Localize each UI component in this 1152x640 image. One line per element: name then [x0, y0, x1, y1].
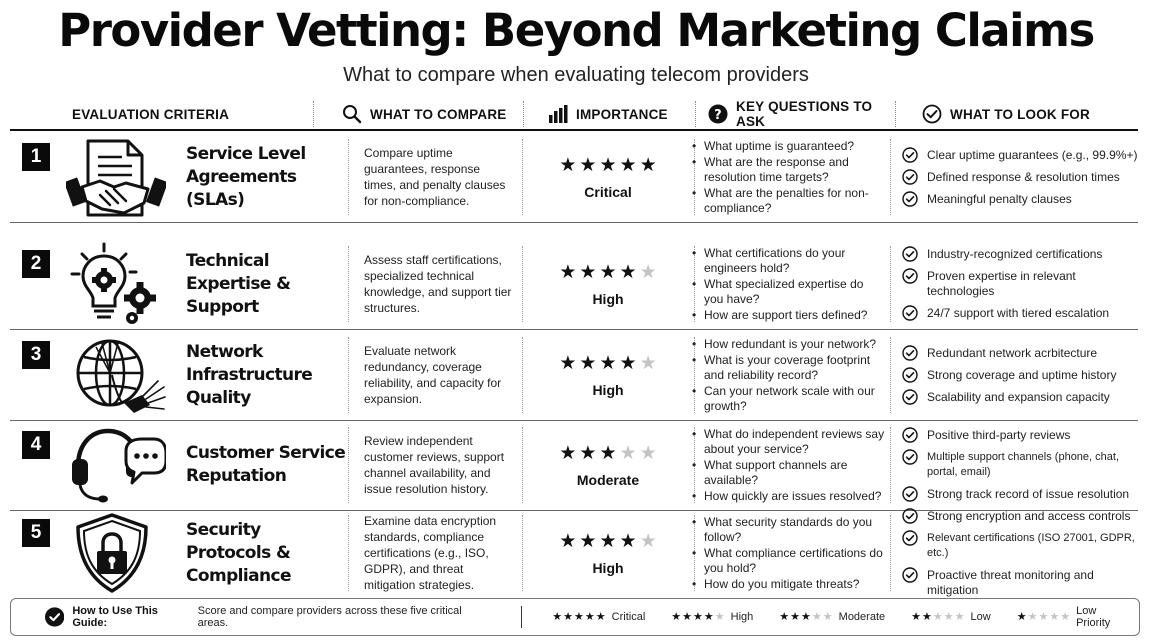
look-for-text: Redundant network acrbitecture	[927, 345, 1098, 360]
star-empty-icon: ★	[932, 610, 943, 623]
rating-legend	[552, 605, 1139, 629]
question-item: • What specialized expertise do you have?	[690, 277, 886, 307]
star-filled-icon: ★	[1016, 610, 1027, 623]
legend-item	[911, 611, 991, 623]
star-empty-icon: ★	[1027, 610, 1038, 623]
star-rating	[559, 530, 656, 552]
look-for-text: Strong track record of issue resolution	[927, 487, 1130, 501]
question-item: • How quickly are issues resolved?	[690, 489, 886, 504]
table-header	[10, 98, 1138, 130]
check-circle-icon	[902, 449, 918, 465]
star-empty-icon: ★	[639, 261, 657, 283]
guide-text: Score and compare providers across these five critical areas.	[197, 605, 462, 629]
criteria-row	[10, 419, 1138, 511]
look-for-item	[902, 368, 1138, 383]
look-for-item	[902, 428, 1138, 443]
importance-rating	[524, 329, 692, 421]
column-header-criteria-label: EVALUATION CRITERIA	[72, 106, 230, 122]
star-filled-icon: ★	[801, 610, 811, 623]
star-empty-icon: ★	[822, 610, 833, 623]
compare-text: Examine data encryption standards, compliance certifications (e.g., ISO, GDPR), and threat mitigation strategies.	[364, 514, 497, 592]
importance-label: Critical	[584, 184, 632, 200]
look-for-item	[902, 247, 1138, 262]
column-header-questions-label: KEY QUESTIONS TO ASK	[736, 99, 873, 129]
star-filled-icon: ★	[559, 530, 577, 552]
look-for-text: Multiple support channels (phone, chat, portal, email)	[927, 451, 1120, 478]
star-filled-icon: ★	[619, 261, 637, 283]
star-filled-icon: ★	[599, 154, 617, 176]
star-filled-icon: ★	[559, 154, 577, 176]
star-filled-icon: ★	[779, 610, 790, 623]
star-filled-icon: ★	[693, 610, 703, 623]
star-filled-icon: ★	[579, 154, 597, 176]
importance-label: High	[592, 382, 624, 398]
row-number-badge: 3	[22, 341, 50, 369]
row-number-badge: 2	[22, 250, 50, 278]
legend-stars	[779, 611, 832, 623]
look-for-item	[902, 148, 1138, 163]
question-item: • Can your network scale with our growth?	[690, 384, 886, 414]
check-circle-icon	[902, 567, 918, 583]
compare-text: Evaluate network redundancy, coverage reliability, and capacity for expansion.	[364, 344, 502, 406]
look-for-text: Defined response & resolution times	[927, 169, 1120, 184]
check-circle-icon	[902, 191, 918, 207]
star-empty-icon: ★	[714, 610, 725, 623]
look-for-item	[902, 346, 1138, 361]
column-header-look-for	[896, 98, 1138, 130]
legend-item	[552, 611, 645, 623]
criteria-title: Security Protocols & Compliance	[186, 519, 291, 586]
question-item: • How do you mitigate threats?	[690, 577, 886, 592]
question-item: • What do independent reviews say about your service?	[690, 427, 886, 457]
star-filled-icon: ★	[619, 352, 637, 374]
row-number-badge: 4	[22, 431, 50, 459]
star-rating	[559, 261, 656, 283]
star-rating	[559, 154, 656, 176]
question-item: • What is your coverage footprint and reliability record?	[690, 353, 886, 383]
question-circle-icon	[708, 104, 728, 124]
compare-text: Review independent customer reviews, support channel availability, and issue resolution history.	[364, 434, 505, 496]
star-filled-icon: ★	[599, 352, 617, 374]
star-rating	[559, 352, 656, 374]
bar-chart-icon	[548, 105, 568, 123]
star-filled-icon: ★	[574, 610, 584, 623]
look-for-list	[902, 507, 1138, 599]
look-for-item	[902, 390, 1138, 405]
look-for-item	[902, 192, 1138, 207]
key-questions-list	[690, 238, 886, 330]
check-circle-icon	[922, 104, 942, 124]
column-header-importance	[524, 98, 696, 130]
star-empty-icon: ★	[1060, 610, 1071, 623]
look-for-list	[902, 329, 1138, 421]
star-filled-icon: ★	[922, 610, 932, 623]
look-for-text: Meaningful penalty clauses	[927, 191, 1072, 206]
look-for-text: Proactive threat monitoring and mitigation	[927, 567, 1094, 597]
check-circle-icon	[902, 345, 918, 361]
look-for-text: Scalability and expansion capacity	[927, 389, 1110, 404]
importance-label: High	[592, 291, 624, 307]
legend-stars	[911, 611, 964, 623]
star-filled-icon: ★	[599, 442, 617, 464]
column-header-criteria	[10, 98, 314, 130]
question-item: • What are the response and resolution time targets?	[690, 155, 886, 185]
criteria-row	[10, 507, 1138, 599]
look-for-item	[902, 170, 1138, 185]
key-questions-list	[690, 507, 886, 599]
criteria-title: Technical Expertise & Support	[186, 250, 291, 317]
row-number-badge: 1	[22, 143, 50, 171]
star-filled-icon: ★	[671, 610, 682, 623]
star-empty-icon: ★	[619, 442, 637, 464]
legend-label: Low	[970, 611, 991, 623]
key-questions-list	[690, 419, 886, 511]
question-item: • What compliance certifications do you hold?	[690, 546, 886, 576]
star-filled-icon: ★	[559, 442, 577, 464]
star-empty-icon: ★	[943, 610, 954, 623]
look-for-text: Strong encryption and access controls	[927, 508, 1131, 523]
question-item: • What are the penalties for non-compliance?	[690, 186, 886, 216]
check-circle-icon	[902, 169, 918, 185]
star-filled-icon: ★	[703, 610, 714, 623]
star-filled-icon: ★	[552, 610, 563, 623]
headset-chat-icon	[66, 423, 166, 507]
star-filled-icon: ★	[579, 261, 597, 283]
look-for-text: 24/7 support with tiered escalation	[927, 306, 1110, 320]
legend-label: Low Priority	[1076, 605, 1111, 629]
check-circle-icon	[902, 367, 918, 383]
importance-label: High	[592, 560, 624, 576]
look-for-text: Strong coverage and uptime history	[927, 367, 1117, 382]
check-circle-icon	[902, 305, 918, 321]
star-filled-icon: ★	[619, 530, 637, 552]
check-circle-icon	[902, 486, 918, 502]
star-filled-icon: ★	[584, 610, 595, 623]
compare-text: Assess staff certifications, specialized technical knowledge, and support tier structures.	[364, 253, 512, 315]
star-filled-icon: ★	[579, 442, 597, 464]
check-circle-icon	[902, 427, 918, 443]
legend-stars	[671, 611, 724, 623]
importance-rating	[524, 419, 692, 511]
star-empty-icon: ★	[1049, 610, 1060, 623]
importance-rating	[524, 238, 692, 330]
criteria-row	[10, 329, 1138, 421]
look-for-item	[902, 487, 1138, 502]
look-for-text: Clear uptime guarantees (e.g., 99.9%+)	[927, 147, 1138, 162]
star-empty-icon: ★	[954, 610, 965, 623]
look-for-item	[902, 269, 1138, 299]
legend-stars	[1017, 611, 1070, 623]
criteria-title: Network Infrastructure Quality	[186, 341, 313, 408]
key-questions-list	[690, 131, 886, 223]
shield-lock-icon	[66, 511, 166, 595]
column-header-look-for-label: WHAT TO LOOK FOR	[950, 106, 1090, 122]
check-circle-icon	[902, 508, 918, 524]
page-title: Provider Vetting: Beyond Marketing Claims	[58, 4, 1094, 57]
look-for-item	[902, 306, 1138, 321]
legend-label: Critical	[611, 611, 646, 623]
column-header-compare	[314, 98, 524, 130]
look-for-text: Positive third-party reviews	[927, 428, 1071, 442]
star-filled-icon: ★	[563, 610, 574, 623]
star-empty-icon: ★	[639, 530, 657, 552]
check-circle-icon	[902, 530, 918, 546]
handshake-document-icon	[66, 135, 166, 219]
question-item: • What support channels are available?	[690, 458, 886, 488]
key-questions-list	[690, 329, 886, 421]
svg-text:?: ?	[714, 108, 722, 123]
star-filled-icon: ★	[599, 261, 617, 283]
importance-rating	[524, 131, 692, 223]
check-circle-icon	[902, 389, 918, 405]
star-filled-icon: ★	[639, 154, 657, 176]
check-circle-icon	[45, 607, 64, 627]
star-empty-icon: ★	[1038, 610, 1049, 623]
page-subtitle: What to compare when evaluating telecom providers	[343, 64, 809, 86]
star-filled-icon: ★	[559, 352, 577, 374]
legend-item	[779, 611, 885, 623]
star-filled-icon: ★	[599, 530, 617, 552]
importance-rating	[524, 507, 692, 599]
question-item: • How are support tiers defined?	[690, 308, 886, 323]
usage-guide-footer	[10, 598, 1140, 636]
criteria-row	[10, 131, 1138, 223]
criteria-row	[10, 238, 1138, 330]
star-filled-icon: ★	[619, 154, 637, 176]
star-empty-icon: ★	[639, 442, 657, 464]
look-for-list	[902, 131, 1138, 223]
star-empty-icon: ★	[639, 352, 657, 374]
look-for-item	[902, 509, 1138, 524]
star-filled-icon: ★	[579, 530, 597, 552]
lightbulb-gears-icon	[66, 242, 166, 326]
guide-label: How to Use This Guide:	[72, 605, 158, 629]
look-for-text: Proven expertise in relevant technologies	[927, 269, 1076, 298]
star-filled-icon: ★	[595, 610, 606, 623]
star-rating	[559, 442, 656, 464]
star-filled-icon: ★	[911, 610, 922, 623]
look-for-list	[902, 238, 1138, 330]
look-for-list	[902, 419, 1138, 511]
row-number-badge: 5	[22, 519, 50, 547]
look-for-text: Industry-recognized certifications	[927, 247, 1103, 261]
star-filled-icon: ★	[790, 610, 801, 623]
legend-label: High	[730, 611, 754, 623]
star-empty-icon: ★	[811, 610, 822, 623]
criteria-title: Service Level Agreements (SLAs)	[186, 143, 306, 210]
compare-text: Compare uptime guarantees, response times, and penalty clauses for non-compliance.	[364, 146, 506, 208]
star-filled-icon: ★	[559, 261, 577, 283]
question-item: • What security standards do you follow?	[690, 515, 886, 545]
magnifier-icon	[342, 104, 362, 124]
globe-fiber-icon	[66, 333, 166, 417]
star-filled-icon: ★	[682, 610, 693, 623]
look-for-item	[902, 450, 1138, 480]
check-circle-icon	[902, 268, 918, 284]
legend-stars	[552, 611, 605, 623]
check-circle-icon	[902, 246, 918, 262]
criteria-title: Customer Service Reputation	[186, 443, 346, 486]
legend-item	[671, 611, 753, 623]
look-for-text: Relevant certifications (ISO 27001, GDPR, etc.)	[927, 531, 1135, 559]
legend-label: Moderate	[838, 611, 886, 623]
column-header-importance-label: IMPORTANCE	[576, 106, 668, 122]
look-for-item	[902, 568, 1138, 598]
column-header-compare-label: WHAT TO COMPARE	[370, 106, 507, 122]
look-for-item	[902, 531, 1138, 561]
question-item: • How redundant is your network?	[690, 337, 886, 352]
column-header-questions	[696, 98, 896, 130]
legend-item	[1017, 605, 1113, 629]
question-item: • What certifications do your engineers hold?	[690, 246, 886, 276]
question-item: • What uptime is guaranteed?	[690, 139, 886, 154]
star-filled-icon: ★	[579, 352, 597, 374]
importance-label: Moderate	[576, 472, 640, 488]
check-circle-icon	[902, 147, 918, 163]
